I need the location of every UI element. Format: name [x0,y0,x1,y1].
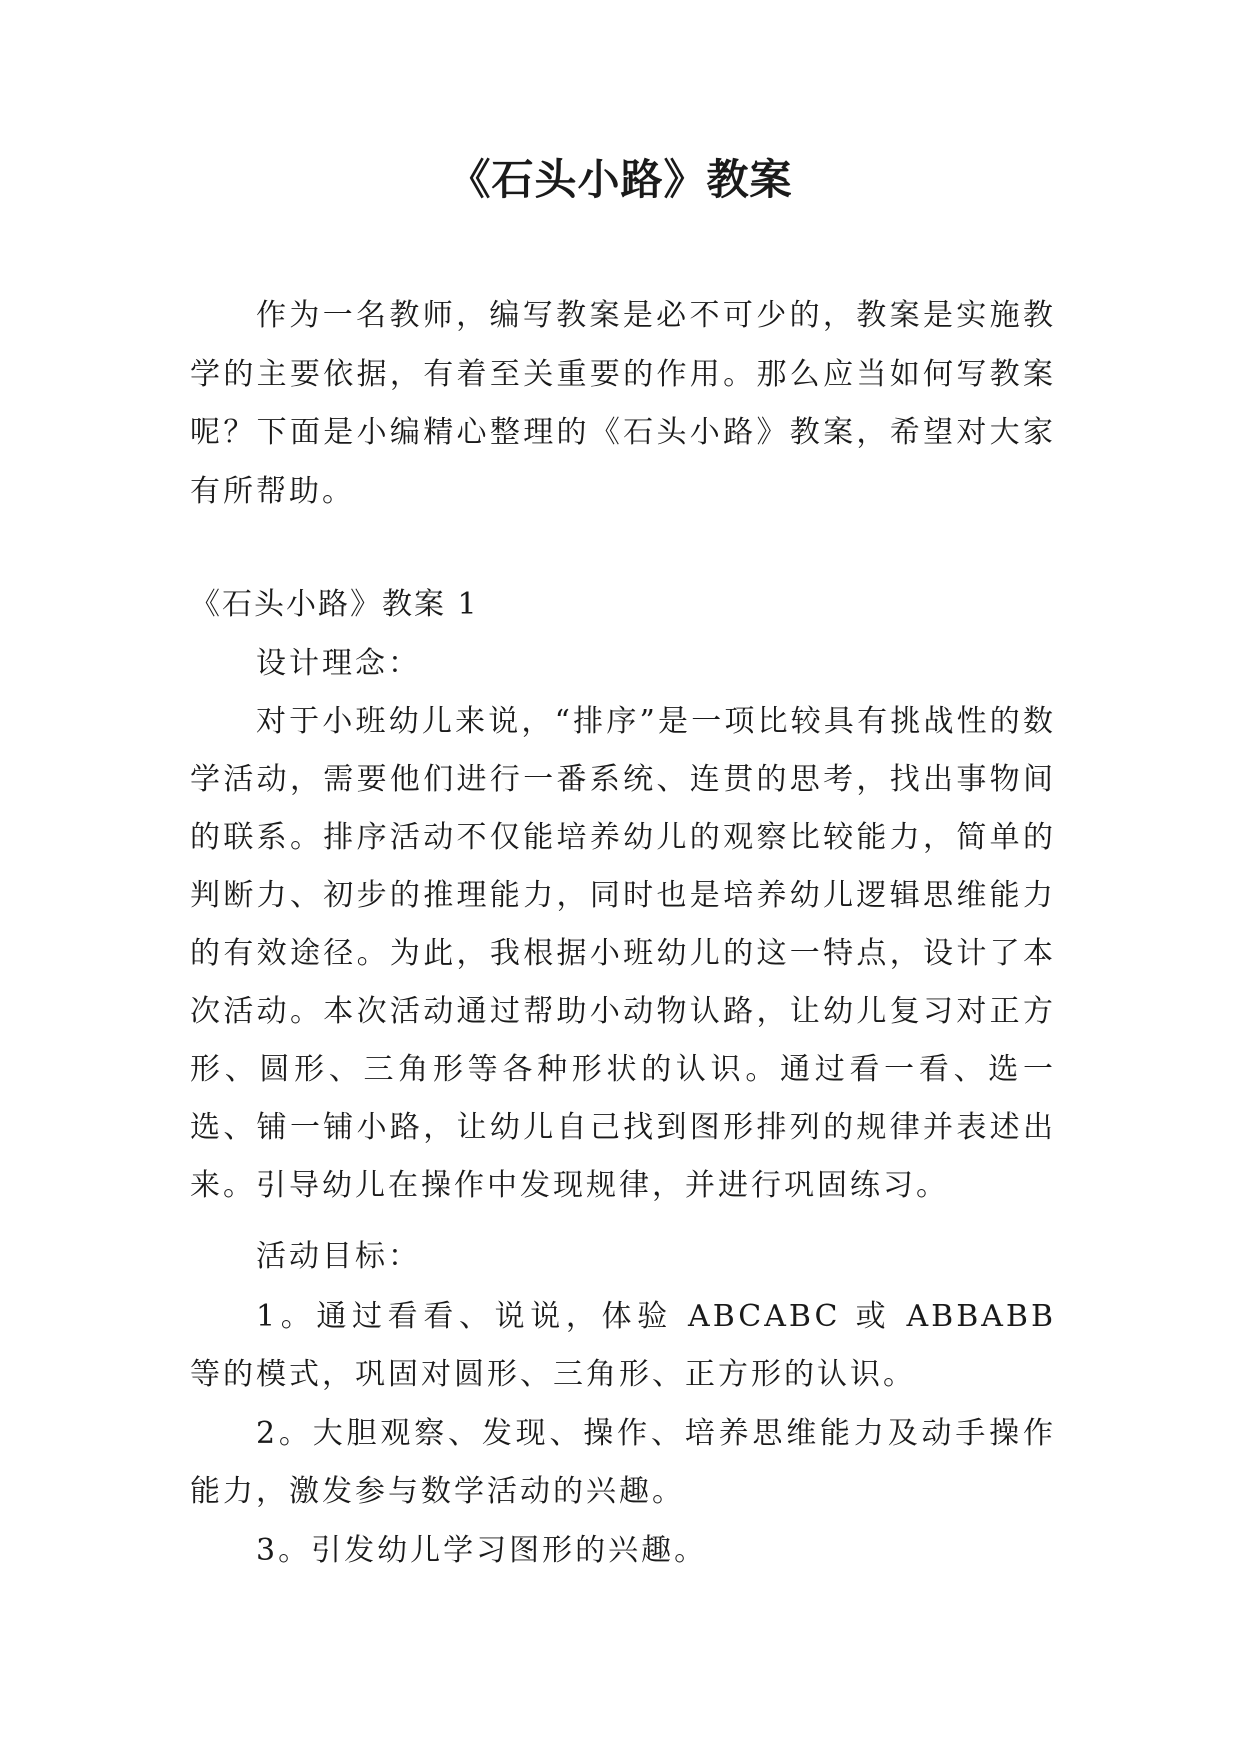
intro-paragraph: 作为一名教师，编写教案是必不可少的，教案是实施教学的主要依据，有着至关重要的作用。那么应当如何写教案呢？下面是小编精心整理的《石头小路》教案，希望对大家有所帮助。 [190,298,1056,509]
goal-item-1: 1。通过看看、说说，体验 ABCABC 或 ABBABB 等的模式，巩固对圆形、三角形、正方形的认识。 [190,1299,1056,1392]
goal-item-3: 3。引发幼儿学习图形的兴趣。 [256,1533,708,1568]
design-concept-paragraph: 对于小班幼儿来说，“排序”是一项比较具有挑战性的数学活动，需要他们进行一番系统、连贯的思考，找出事物间的联系。排序活动不仅能培养幼儿的观察比较能力，简单的判断力、初步的推理能力，同时也是培养幼儿逻辑思维能力的有效途径。为此，我根据小班幼儿的这一特点，设计了本次活动。本次活动通过帮助小动物认路，让幼儿复习对正方形、圆形、三角形等各种形状的认识。通过看一看、选一选、铺一铺小路，让幼儿自己找到图形排列的规律并表述出来。引导幼儿在操作中发现规律，并进行巩固练习。 [190,704,1056,1203]
page-title: 《石头小路》教案 [448,155,793,204]
design-concept-label: 设计理念： [256,646,421,681]
activity-goals-label: 活动目标： [256,1239,421,1274]
goal-item-2: 2。大胆观察、发现、操作、培养思维能力及动手操作能力，激发参与数学活动的兴趣。 [190,1416,1056,1509]
section-heading: 《石头小路》教案 1 [190,587,479,622]
